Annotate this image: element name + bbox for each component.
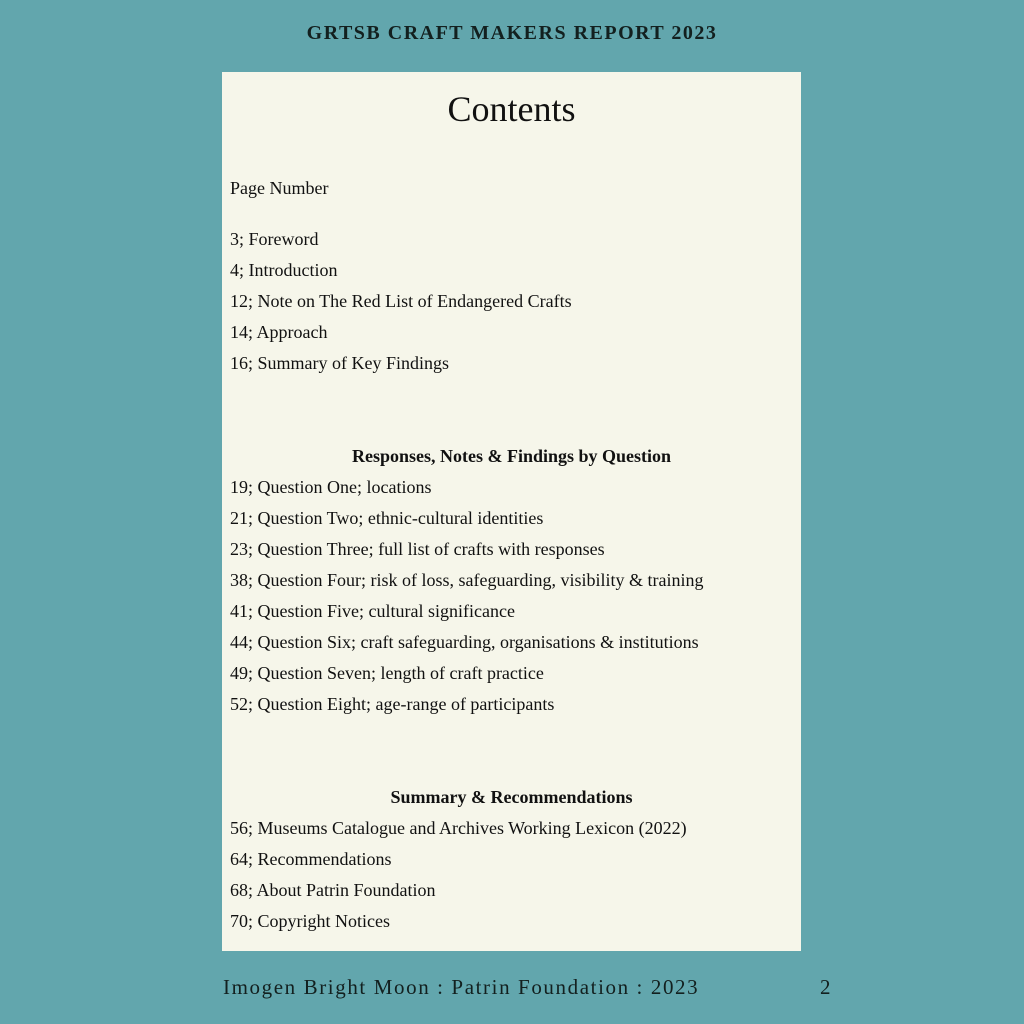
section-heading-questions: Responses, Notes & Findings by Question: [351, 446, 672, 466]
toc-entry[interactable]: 14; Approach: [230, 322, 328, 342]
toc-entry[interactable]: 49; Question Seven; length of craft practice: [230, 663, 544, 683]
toc-entry[interactable]: 23; Question Three; full list of crafts with responses: [230, 539, 605, 559]
toc-entry[interactable]: 16; Summary of Key Findings: [230, 353, 449, 373]
toc-entry[interactable]: 21; Question Two; ethnic-cultural identities: [230, 508, 544, 528]
footer-credit: Imogen Bright Moon : Patrin Foundation : 2023: [223, 975, 700, 999]
report-title: GRTSB CRAFT MAKERS REPORT 2023: [306, 22, 718, 44]
page-number-label: Page Number: [230, 178, 329, 198]
contents-heading: Contents: [447, 89, 576, 129]
toc-entry[interactable]: 3; Foreword: [230, 229, 319, 249]
toc-entry[interactable]: 64; Recommendations: [230, 849, 392, 869]
toc-entry[interactable]: 38; Question Four; risk of loss, safeguarding, visibility & training: [230, 570, 704, 590]
toc-entry[interactable]: 12; Note on The Red List of Endangered Crafts: [230, 291, 572, 311]
toc-entry[interactable]: 19; Question One; locations: [230, 477, 432, 497]
toc-entry[interactable]: 41; Question Five; cultural significance: [230, 601, 515, 621]
toc-entry[interactable]: 4; Introduction: [230, 260, 338, 280]
toc-entry[interactable]: 68; About Patrin Foundation: [230, 880, 436, 900]
toc-entry[interactable]: 52; Question Eight; age-range of participants: [230, 694, 555, 714]
toc-entry[interactable]: 56; Museums Catalogue and Archives Working Lexicon (2022): [230, 818, 687, 838]
contents-panel: [222, 72, 801, 951]
page-number: 2: [820, 975, 831, 999]
toc-entry[interactable]: 70; Copyright Notices: [230, 911, 390, 931]
section-heading-summary: Summary & Recommendations: [390, 787, 633, 807]
toc-entry[interactable]: 44; Question Six; craft safeguarding, organisations & institutions: [230, 632, 699, 652]
